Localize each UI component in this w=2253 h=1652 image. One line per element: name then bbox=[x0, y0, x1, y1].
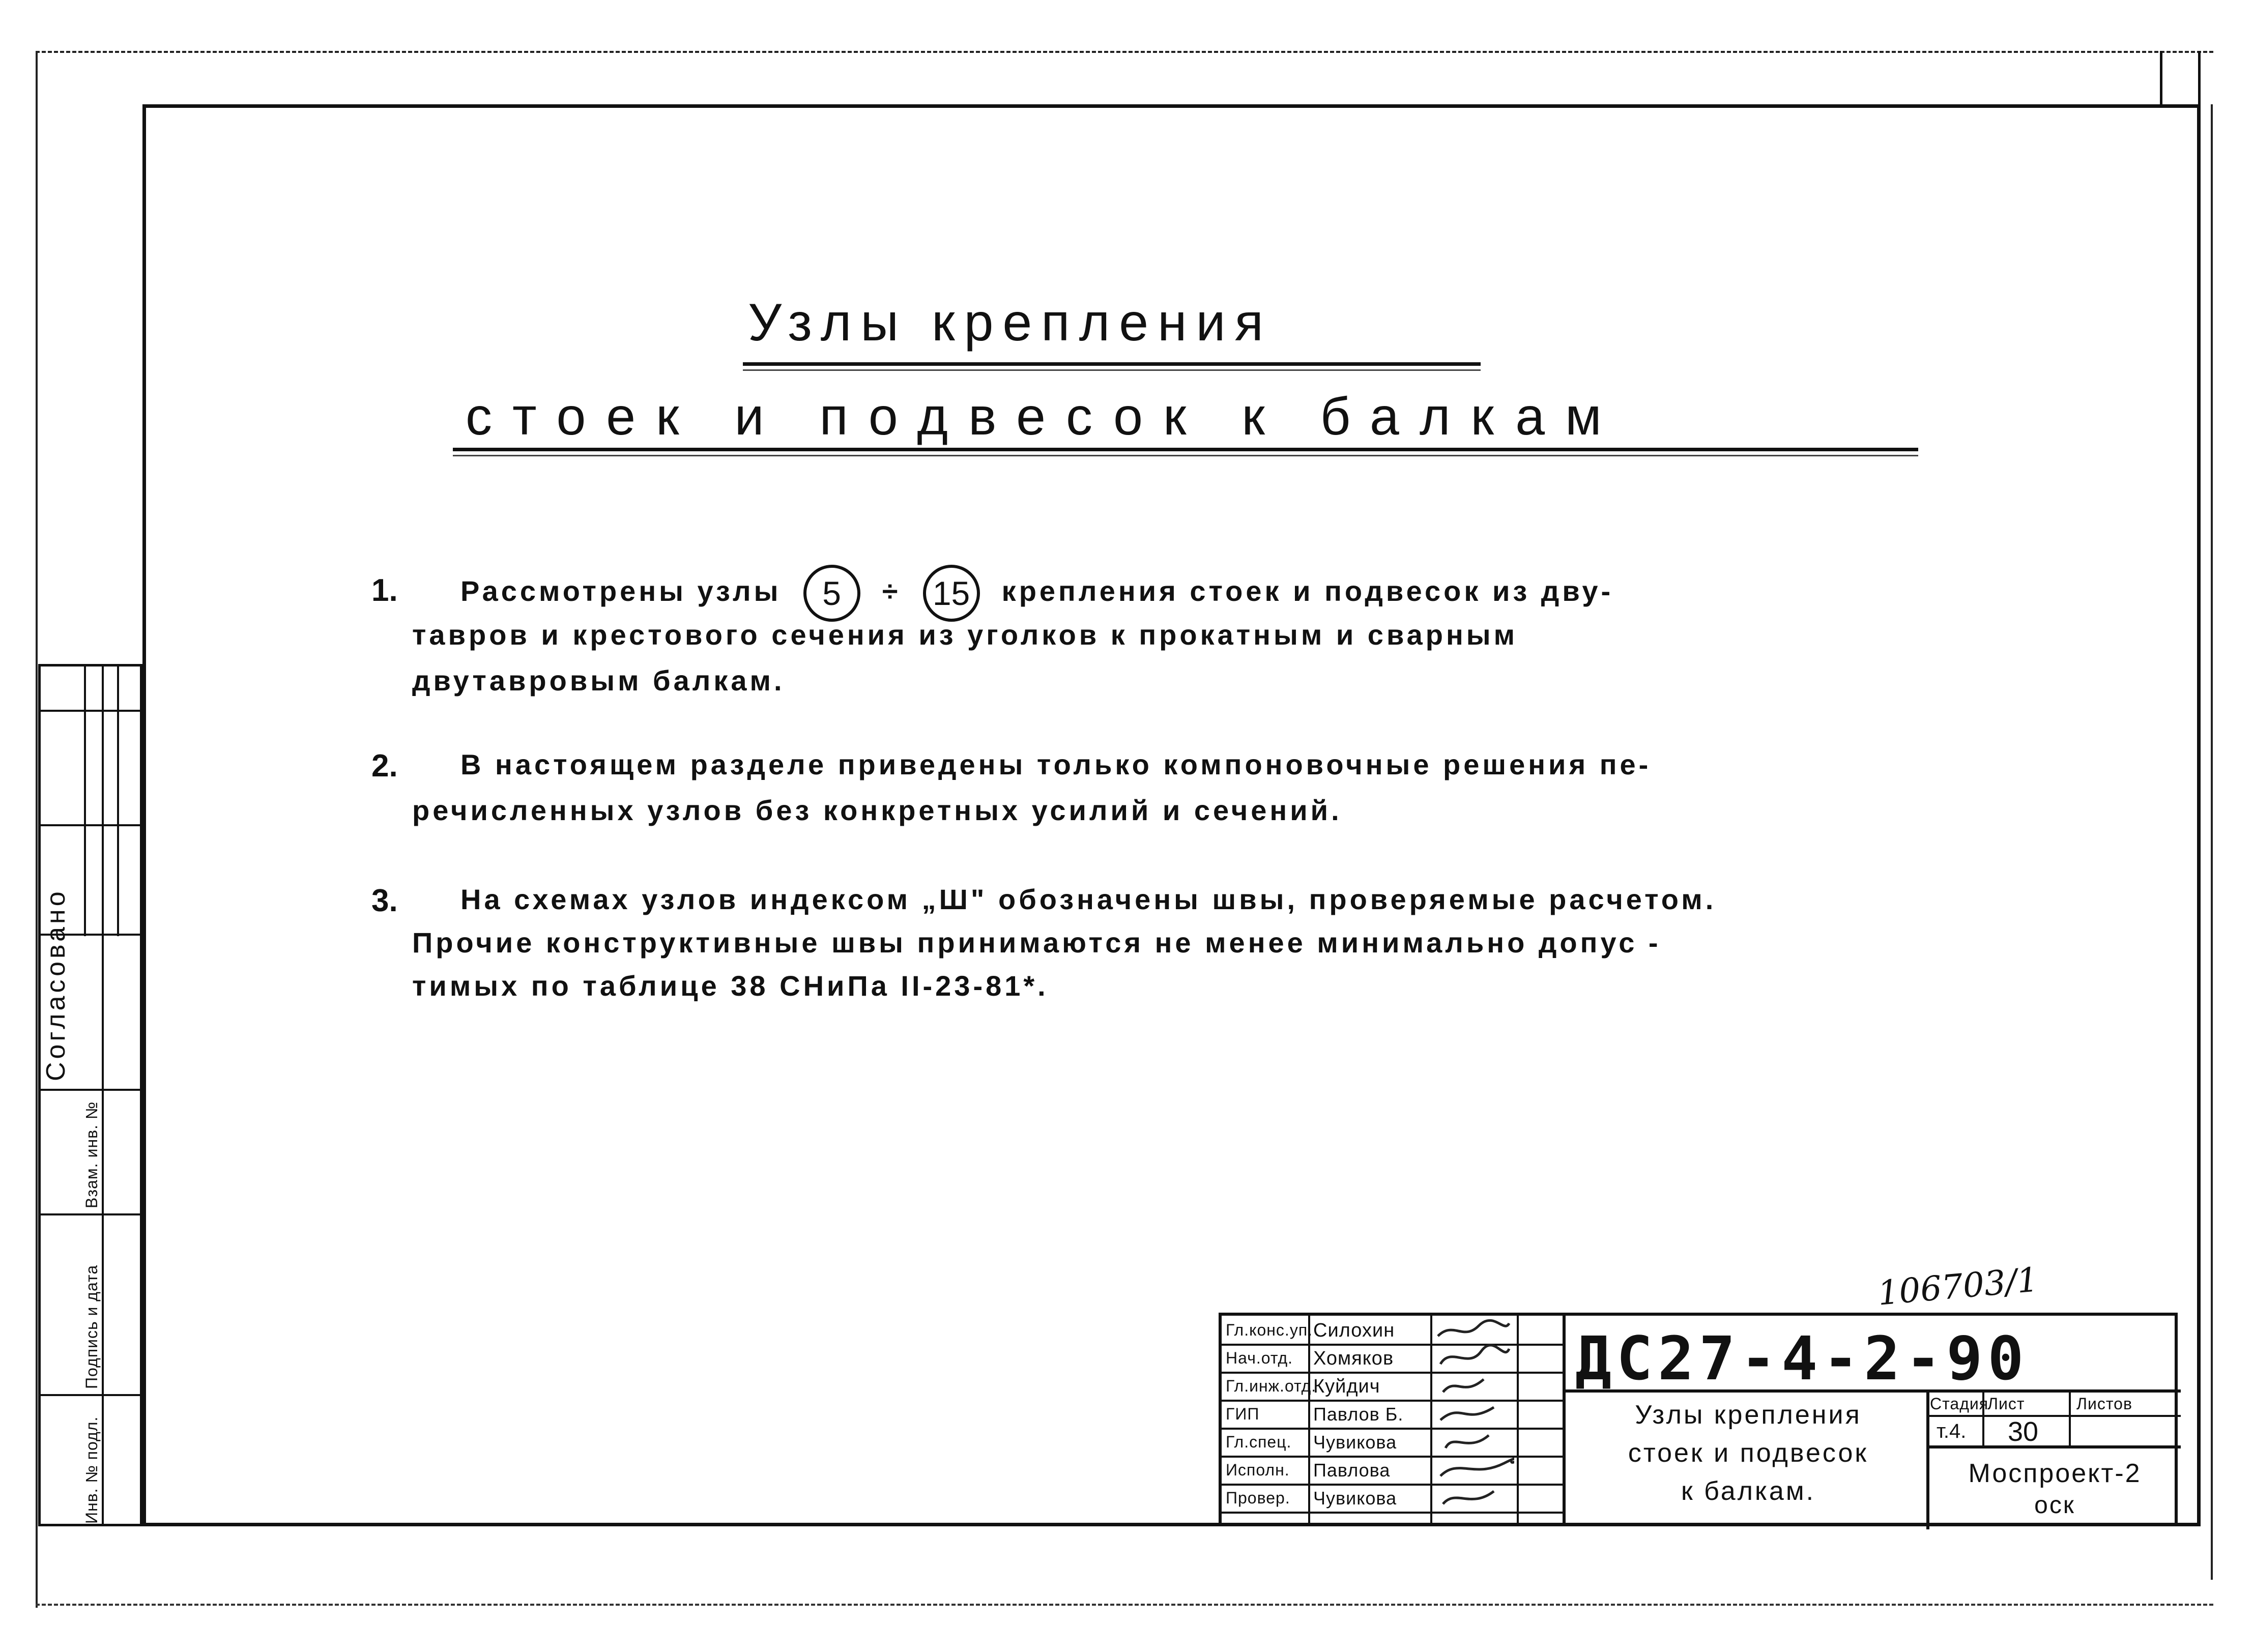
stage-label: Стадия bbox=[1930, 1395, 1989, 1413]
sheet-number: 30 bbox=[2008, 1416, 2039, 1447]
note-2-line1: В настоящем разделе приведены только компоновочные решения пе- bbox=[460, 748, 1652, 780]
replaces-inv-label: Взам. инв. № bbox=[82, 1101, 101, 1208]
role-head-department: Нач.отд. bbox=[1226, 1349, 1293, 1367]
note-2-line2: речисленных узлов без конкретных усилий и сечений. bbox=[412, 794, 1342, 826]
signatures-column bbox=[1433, 1316, 1514, 1529]
note-2-number: 2. bbox=[371, 748, 398, 784]
sheet-title-line1: Узлы крепления bbox=[748, 293, 1273, 352]
name-chief-constructor: Силохин bbox=[1313, 1320, 1395, 1341]
binding-stamp bbox=[38, 664, 142, 1526]
role-executor: Исполн. bbox=[1226, 1461, 1290, 1479]
top-edge-tab bbox=[2160, 51, 2201, 104]
note-1-text-before: Рассмотрены узлы bbox=[460, 574, 782, 607]
node-15-marker: 15 bbox=[923, 565, 980, 622]
role-checker: Провер. bbox=[1226, 1489, 1290, 1507]
sheet-title-block-line2: стоек и подвесок bbox=[1628, 1438, 1869, 1468]
note-1-line1 bbox=[460, 565, 1613, 622]
sheet-title-block-line1: Узлы крепления bbox=[1635, 1400, 1862, 1430]
organization-line1: Моспроект-2 bbox=[1968, 1459, 2142, 1488]
note-3-number: 3. bbox=[371, 883, 398, 918]
note-1-line3: двутавровым балкам. bbox=[412, 664, 785, 697]
note-3-line1: На схемах узлов индексом „Ш" обозначены швы, проверяемые расчетом. bbox=[460, 883, 1717, 915]
note-1-line2: тавров и крестового сечения из уголков к прокатным и сварным bbox=[412, 619, 1518, 651]
sheet-title-block-line3: к балкам. bbox=[1681, 1476, 1816, 1506]
node-range-separator: ÷ bbox=[882, 574, 901, 607]
sheet-label: Лист bbox=[1987, 1395, 2025, 1413]
name-gip: Павлов Б. bbox=[1313, 1404, 1404, 1425]
role-gip: ГИП bbox=[1226, 1405, 1260, 1423]
name-head-department: Хомяков bbox=[1313, 1348, 1394, 1369]
sheets-label: Листов bbox=[2076, 1395, 2132, 1413]
sheet-title-line2: стоек и подвесок к балкам bbox=[466, 387, 1622, 446]
stage-value: т.4. bbox=[1937, 1420, 1967, 1442]
role-chief-engineer: Гл.инж.отд. bbox=[1226, 1377, 1317, 1395]
inv-original-label: Инв. № подл. bbox=[82, 1416, 101, 1524]
note-1-text-after: крепления стоек и подвесок из дву- bbox=[1001, 574, 1614, 607]
organization-line2: оск bbox=[2034, 1492, 2075, 1519]
right-border-line bbox=[2211, 104, 2213, 1580]
role-chief-specialist: Гл.спец. bbox=[1226, 1433, 1292, 1451]
role-chief-constructor: Гл.конс.уп. bbox=[1226, 1321, 1313, 1339]
signature-date-label: Подпись и дата bbox=[82, 1264, 101, 1389]
note-3-line2: Прочие конструктивные швы принимаются не менее минимально допус - bbox=[412, 926, 1661, 959]
agreed-stamp-label: Согласовано bbox=[41, 888, 71, 1081]
note-3-line3: тимых по таблице 38 СНиПа II-23-81*. bbox=[412, 970, 1049, 1002]
name-chief-engineer: Куйдич bbox=[1313, 1376, 1380, 1397]
name-checker: Чувикова bbox=[1313, 1488, 1397, 1509]
node-5-marker: 5 bbox=[803, 565, 860, 622]
inventory-number: 106703/1 bbox=[1876, 1260, 2040, 1313]
document-code: ДС27-4-2-90 bbox=[1575, 1323, 2029, 1394]
note-1-number: 1. bbox=[371, 573, 398, 608]
bottom-trim-line bbox=[36, 1604, 2213, 1606]
title-underline-2 bbox=[453, 448, 1918, 451]
name-executor: Павлова bbox=[1313, 1460, 1391, 1481]
title-block bbox=[1219, 1313, 2178, 1526]
name-chief-specialist: Чувикова bbox=[1313, 1432, 1397, 1453]
title-underline-1 bbox=[743, 362, 1481, 366]
